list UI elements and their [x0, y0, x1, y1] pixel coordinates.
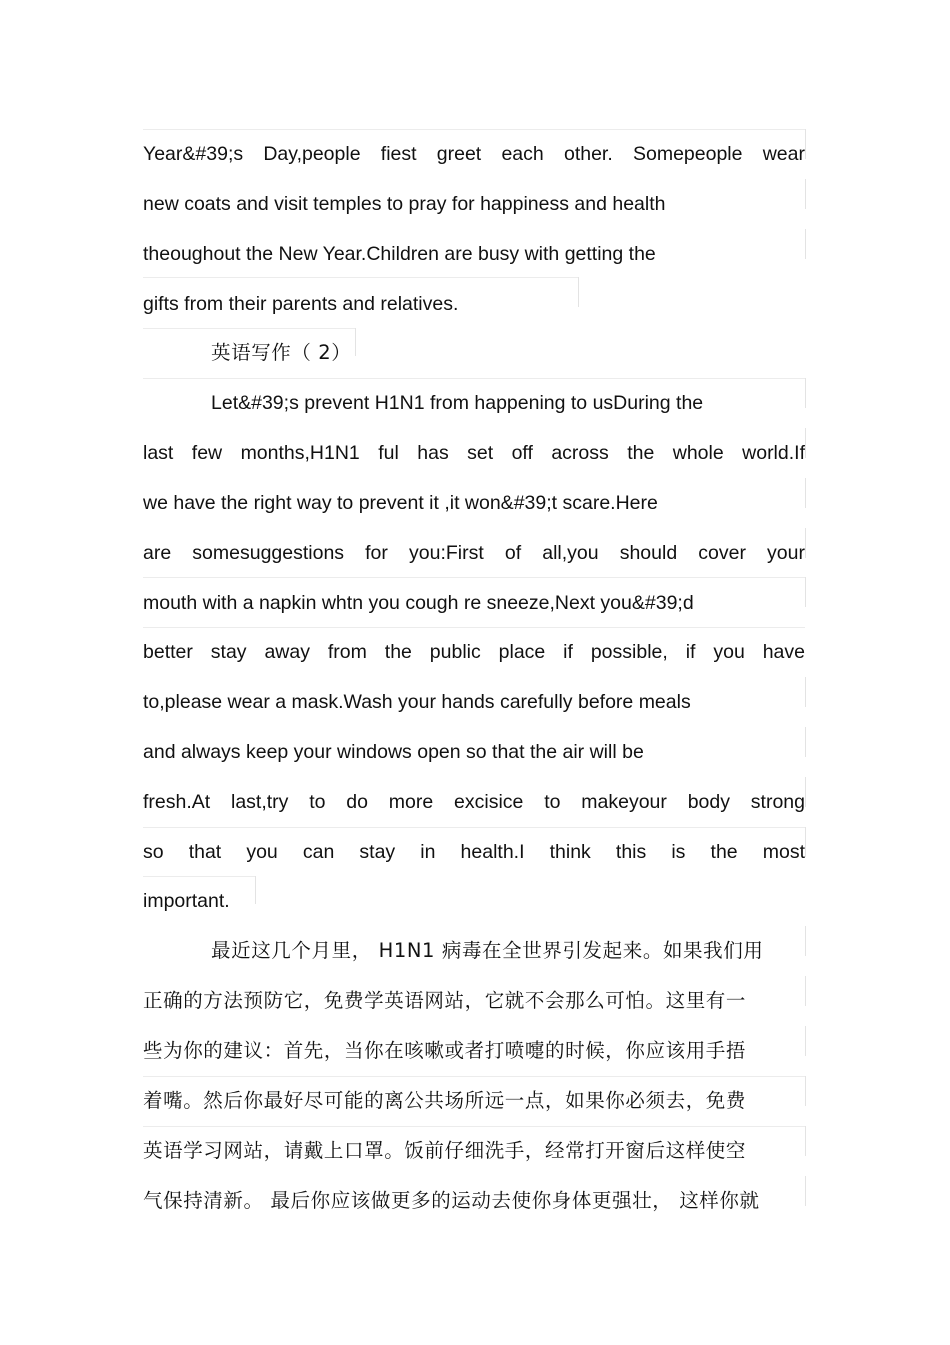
- cell-border: [805, 976, 806, 1006]
- cell-border: [143, 328, 355, 329]
- cell-border: [805, 827, 806, 857]
- text-line: theoughout the New Year.Children are busy with getting the: [143, 243, 656, 265]
- cell-border: [805, 129, 806, 159]
- cell-border: [805, 229, 806, 259]
- section-heading: 英语写作（ 2）: [211, 341, 352, 364]
- cell-border: [805, 926, 806, 956]
- text-line: 着嘴。然后你最好尽可能的离公共场所远一点，如果你必须去，免费: [143, 1089, 747, 1112]
- cell-border: [255, 876, 256, 904]
- text-line: we have the right way to prevent it ,it won&#39;t scare.Here: [143, 492, 658, 514]
- text-line: 最近这几个月里， H1N1 病毒在全世界引发起来。如果我们用: [211, 939, 764, 962]
- text-line: Year&#39;s Day,people fiest greet each other. Somepeople wear: [143, 143, 805, 165]
- cell-border: [578, 277, 579, 307]
- text-line: are somesuggestions for you:First of all,you should cover your: [143, 542, 805, 564]
- cell-border: [805, 428, 806, 458]
- cell-border: [143, 1126, 805, 1127]
- cell-border: [805, 378, 806, 408]
- cell-border: [805, 1076, 806, 1106]
- cell-border: [143, 1076, 805, 1077]
- text-line: Let&#39;s prevent H1N1 from happening to usDuring the: [211, 392, 704, 414]
- cell-border: [805, 1026, 806, 1056]
- cell-border: [143, 277, 578, 278]
- cell-border: [805, 727, 806, 757]
- text-line: important.: [143, 890, 230, 912]
- cell-border: [143, 876, 255, 877]
- text-line: and always keep your windows open so that the air will be: [143, 741, 644, 763]
- text-line: 些为你的建议：首先，当你在咳嗽或者打喷嚏的时候，你应该用手捂: [143, 1039, 747, 1062]
- text-line: mouth with a napkin whtn you cough re sneeze,Next you&#39;d: [143, 592, 694, 614]
- text-line: 正确的方法预防它，免费学英语网站，它就不会那么可怕。这里有一: [143, 989, 747, 1012]
- text-line: new coats and visit temples to pray for happiness and health: [143, 193, 666, 215]
- cell-border: [805, 1176, 806, 1206]
- cell-border: [805, 677, 806, 707]
- cell-border: [805, 478, 806, 508]
- text-line: fresh.At last,try to do more excisice to makeyour body strong: [143, 791, 805, 813]
- cell-border: [143, 827, 805, 828]
- text-line: better stay away from the public place if possible, if you have: [143, 641, 805, 663]
- cell-border: [143, 129, 805, 130]
- text-line: 气保持清新。 最后你应该做更多的运动去使你身体更强壮， 这样你就: [143, 1189, 760, 1212]
- cell-border: [143, 577, 805, 578]
- cell-border: [805, 528, 806, 558]
- cell-border: [355, 328, 356, 356]
- cell-border: [805, 179, 806, 209]
- text-line: gifts from their parents and relatives.: [143, 293, 459, 315]
- text-line: to,please wear a mask.Wash your hands carefully before meals: [143, 691, 691, 713]
- cell-border: [805, 1126, 806, 1156]
- text-line: last few months,H1N1 ful has set off across the whole world.If: [143, 442, 805, 464]
- cell-border: [143, 378, 805, 379]
- cell-border: [805, 577, 806, 607]
- cell-border: [805, 777, 806, 807]
- cell-border: [143, 627, 805, 628]
- text-line: so that you can stay in health.I think this is the most: [143, 841, 805, 863]
- text-line: 英语学习网站，请戴上口罩。饭前仔细洗手，经常打开窗后这样使空: [143, 1139, 747, 1162]
